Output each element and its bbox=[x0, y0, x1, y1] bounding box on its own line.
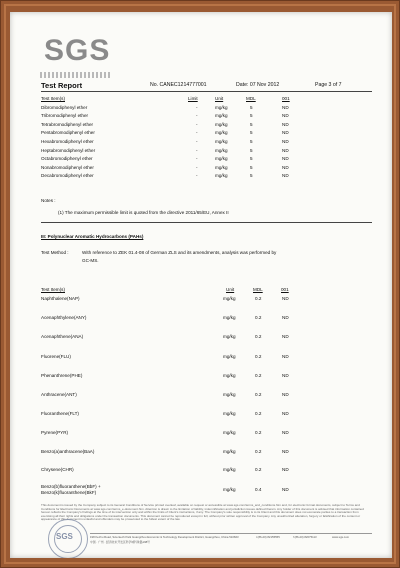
row-limit: - bbox=[196, 113, 198, 118]
test-method-line1: With reference to ZEK 01.4-08 of German ZLS and its amendments, analysis was performed by bbox=[82, 250, 277, 255]
row-result: ND bbox=[282, 449, 289, 454]
notes-text: (1) The maximum permissible limit is quoted from the directive 2011/65/EU, Annex II bbox=[58, 210, 229, 215]
row-mdl: 0.2 bbox=[255, 392, 262, 397]
col-header-item: Test Item(s) bbox=[41, 96, 65, 101]
footer-rule bbox=[90, 533, 372, 534]
sgs-logo bbox=[40, 32, 110, 76]
page-title: Test Report bbox=[41, 81, 83, 90]
row-limit: - bbox=[196, 130, 198, 135]
row-item: Tribromodiphenyl ether bbox=[41, 113, 89, 118]
row-limit: - bbox=[196, 173, 198, 178]
row-item: Anthracene(ANT) bbox=[41, 392, 77, 397]
row-result: ND bbox=[282, 430, 289, 435]
row-result: ND bbox=[282, 105, 289, 110]
row-unit: mg/kg bbox=[223, 467, 236, 472]
phone-number: t (86-20) 82155555 bbox=[256, 535, 280, 539]
row-result: ND bbox=[282, 315, 289, 320]
col-header-result: 001 bbox=[282, 96, 290, 101]
address-chinese: 中国 · 广州 · 经济技术开发区科学城科珠路198号 bbox=[90, 540, 150, 544]
row-item: Pentabromodiphenyl ether bbox=[41, 130, 95, 135]
col-header-unit: Unit bbox=[215, 96, 224, 101]
header-rule bbox=[41, 91, 372, 92]
col-header-result: 001 bbox=[281, 287, 289, 292]
row-item: Heptabromodiphenyl ether bbox=[41, 148, 96, 153]
stamp-text: SGS bbox=[56, 532, 73, 541]
row-mdl: 5 bbox=[250, 165, 253, 170]
row-item: Acenaphthene(ANA) bbox=[41, 334, 84, 339]
row-item: Tetrabromodiphenyl ether bbox=[41, 122, 94, 127]
row-result: ND bbox=[282, 156, 289, 161]
row-limit: - bbox=[196, 156, 198, 161]
row-result: ND bbox=[282, 148, 289, 153]
report-date: Date: 07 Nov 2012 bbox=[236, 82, 280, 88]
row-item: Decabromodiphenyl ether bbox=[41, 173, 94, 178]
row-result: ND bbox=[282, 113, 289, 118]
row-unit: mg/kg bbox=[215, 105, 228, 110]
row-result: ND bbox=[282, 122, 289, 127]
row-item: Octabromodiphenyl ether bbox=[41, 156, 93, 161]
notes-rule bbox=[41, 222, 372, 223]
row-mdl: 5 bbox=[250, 173, 253, 178]
page-number: Page 3 of 7 bbox=[315, 82, 342, 88]
row-unit: mg/kg bbox=[215, 148, 228, 153]
row-unit: mg/kg bbox=[215, 165, 228, 170]
col-header-limit: Limit bbox=[188, 96, 198, 101]
row-unit: mg/kg bbox=[223, 449, 236, 454]
row-mdl: 5 bbox=[250, 105, 253, 110]
row-result: ND bbox=[282, 373, 289, 378]
row-mdl: 5 bbox=[250, 148, 253, 153]
row-limit: - bbox=[196, 165, 198, 170]
row-result: ND bbox=[282, 411, 289, 416]
row-unit: mg/kg bbox=[215, 130, 228, 135]
col-header-mdl: MDL bbox=[253, 287, 263, 292]
row-limit: - bbox=[196, 122, 198, 127]
test-method-label: Test Method : bbox=[41, 250, 69, 255]
row-result: ND bbox=[282, 139, 289, 144]
row-item-line1: Benzo(b)fluoranthene(BbF) + bbox=[41, 484, 101, 489]
row-mdl: 0.2 bbox=[255, 315, 262, 320]
fax-number: f (86-20) 82075113 bbox=[293, 535, 317, 539]
row-mdl: 5 bbox=[250, 130, 253, 135]
logo-text: SGS bbox=[44, 34, 111, 67]
report-page bbox=[10, 12, 392, 558]
row-unit: mg/kg bbox=[223, 373, 236, 378]
row-limit: - bbox=[196, 105, 198, 110]
row-item: Nonabromodiphenyl ether bbox=[41, 165, 94, 170]
website: www.sgs.com bbox=[332, 535, 350, 539]
row-item: Hexabromodiphenyl ether bbox=[41, 139, 94, 144]
row-mdl: 0.4 bbox=[255, 487, 262, 492]
row-result: ND bbox=[282, 487, 289, 492]
row-unit: mg/kg bbox=[215, 156, 228, 161]
row-limit: - bbox=[196, 148, 198, 153]
row-item: Fluoranthene(FLT) bbox=[41, 411, 79, 416]
row-item: Benzo(a)anthracene(BaA) bbox=[41, 449, 95, 454]
row-mdl: 5 bbox=[250, 113, 253, 118]
row-unit: mg/kg bbox=[223, 430, 236, 435]
row-result: ND bbox=[282, 130, 289, 135]
row-result: ND bbox=[282, 392, 289, 397]
row-result: ND bbox=[282, 354, 289, 359]
sgs-stamp bbox=[48, 519, 88, 558]
row-mdl: 0.2 bbox=[255, 296, 262, 301]
row-mdl: 0.2 bbox=[255, 354, 262, 359]
col-header-mdl: MDL bbox=[246, 96, 256, 101]
row-mdl: 0.2 bbox=[255, 430, 262, 435]
col-header-item: Test Item(s) bbox=[41, 287, 65, 292]
row-unit: mg/kg bbox=[215, 122, 228, 127]
row-item: Naphthalene(NAP) bbox=[41, 296, 80, 301]
row-unit: mg/kg bbox=[223, 354, 236, 359]
row-item: Dibromodiphenyl ether bbox=[41, 105, 88, 110]
address-english: 198 Kezhu Road, Scientech Park Guangzhou Economic & Technology Development District, Guangzhou, China 510663 bbox=[90, 535, 239, 539]
disclaimer-text: This document is issued by the Company subject to its General Conditions of Service printed overleaf, available on request or accessible at www.sgs.com/terms_and_conditions.htm and, for electronic format documents, subject to Terms and Conditions for Electronic Documents at www.sgs.com/terms_e-document.htm. Attention is drawn to the limitation of liability, indemnification and jurisdiction issues defined therein. Any holder of this document is advised that information contained hereon reflects the Company's findings at the time of its intervention only and within the limits of Client's instructions, if any. The Company's sole responsibility is to its Client and this document does not exonerate parties to a transaction from exercising all their rights and obligations under the transaction documents. This document cannot be reproduced except in full, without prior written approval of the Company. Any unauthorized alteration, forgery or falsification of the content or appearance of this document is unlawful and offenders may be prosecuted to the fullest extent of the law. bbox=[41, 503, 364, 522]
row-mdl: 0.2 bbox=[255, 449, 262, 454]
col-header-unit: Unit bbox=[226, 287, 235, 292]
row-result: ND bbox=[282, 334, 289, 339]
row-unit: mg/kg bbox=[223, 315, 236, 320]
row-item: Acenaphthylene(ANY) bbox=[41, 315, 87, 320]
row-mdl: 0.2 bbox=[255, 334, 262, 339]
row-item: Fluorene(FLU) bbox=[41, 354, 71, 359]
report-number: No. CANEC1214777001 bbox=[150, 82, 207, 88]
row-item: Chrysene(CHR) bbox=[41, 467, 74, 472]
notes-label: Notes : bbox=[41, 198, 56, 203]
row-mdl: 5 bbox=[250, 122, 253, 127]
row-mdl: 5 bbox=[250, 156, 253, 161]
row-mdl: 0.2 bbox=[255, 411, 262, 416]
row-result: ND bbox=[282, 467, 289, 472]
test-method-line2: GC-MS. bbox=[82, 258, 99, 263]
row-result: ND bbox=[282, 165, 289, 170]
row-mdl: 5 bbox=[250, 139, 253, 144]
row-unit: mg/kg bbox=[223, 334, 236, 339]
row-unit: mg/kg bbox=[223, 411, 236, 416]
row-result: ND bbox=[282, 173, 289, 178]
row-unit: mg/kg bbox=[223, 392, 236, 397]
row-unit: mg/kg bbox=[215, 173, 228, 178]
logo-dots bbox=[40, 72, 110, 78]
row-mdl: 0.2 bbox=[255, 467, 262, 472]
pah-section-title: III: Polynuclear Aromatic Hydrocarbons (PAHs) bbox=[41, 234, 144, 239]
row-unit: mg/kg bbox=[223, 487, 236, 492]
row-unit: mg/kg bbox=[215, 113, 228, 118]
row-unit: mg/kg bbox=[215, 139, 228, 144]
row-result: ND bbox=[282, 296, 289, 301]
row-unit: mg/kg bbox=[223, 296, 236, 301]
row-item: Pyrene(PYR) bbox=[41, 430, 69, 435]
row-mdl: 0.2 bbox=[255, 373, 262, 378]
row-limit: - bbox=[196, 139, 198, 144]
row-item-line2: Benzo(k)fluoranthene(BkF) bbox=[41, 490, 97, 495]
row-item: Phenanthrene(PHE) bbox=[41, 373, 83, 378]
